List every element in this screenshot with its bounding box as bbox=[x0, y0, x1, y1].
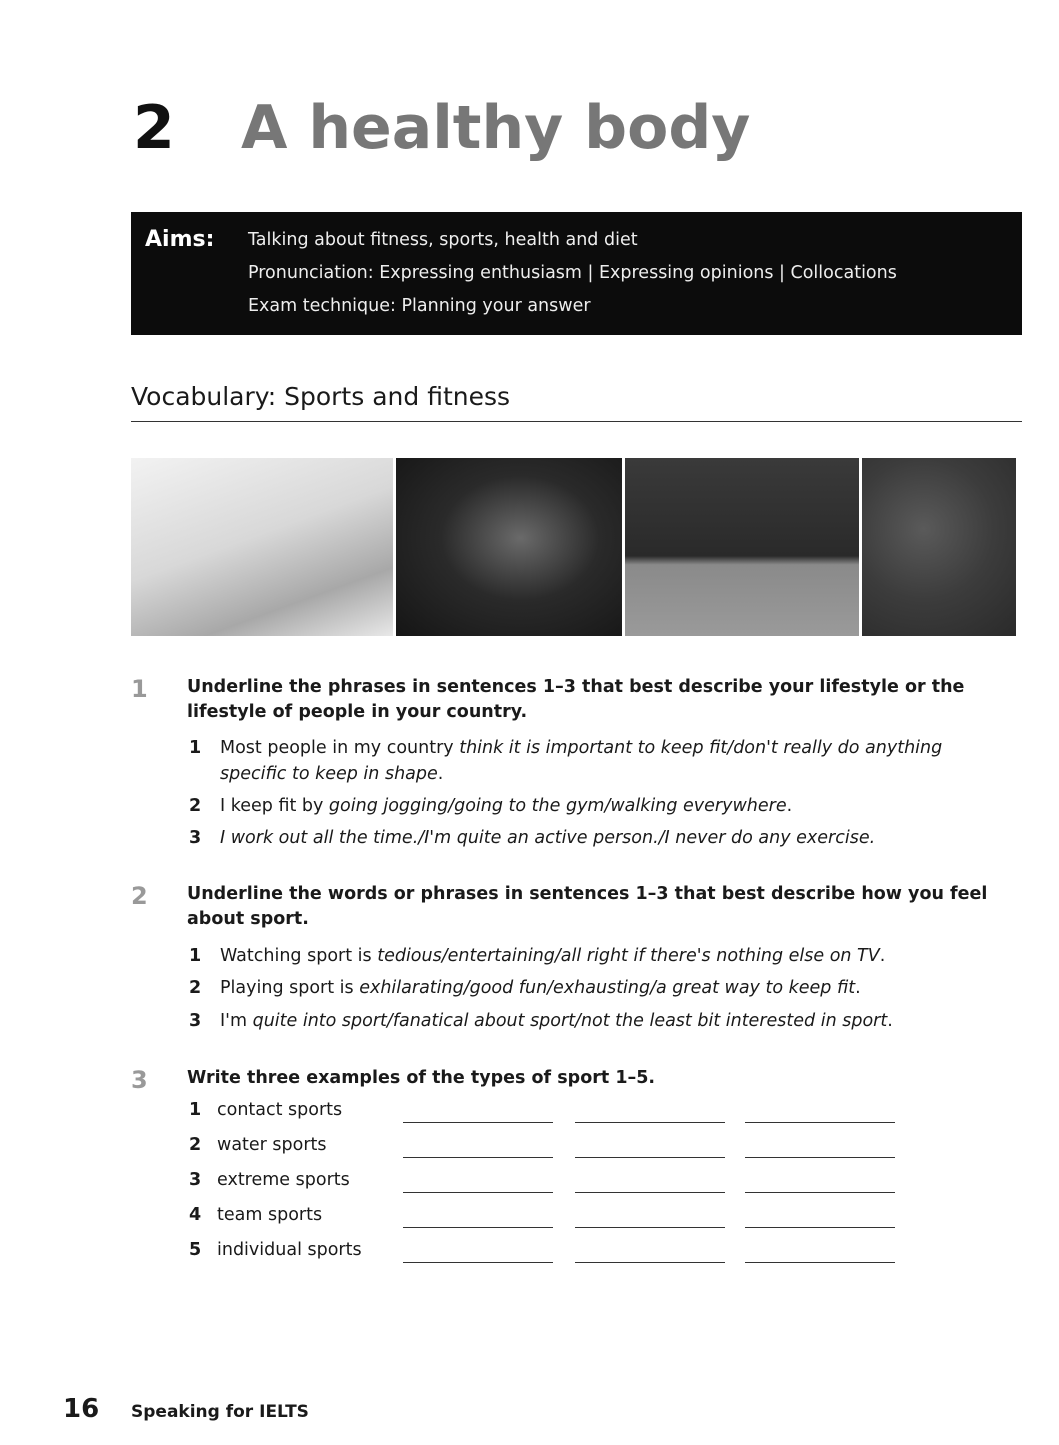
sport-type-label: team sports bbox=[217, 1205, 323, 1225]
climbing-photo bbox=[862, 458, 1016, 636]
answer-blank[interactable] bbox=[745, 1122, 895, 1123]
sentence-text[interactable]: Watching sport is tedious/entertaining/all right if there's nothing else on TV. bbox=[220, 946, 886, 966]
answer-blank[interactable] bbox=[575, 1227, 725, 1228]
chapter-number: 2 bbox=[133, 93, 175, 163]
stretching-photo bbox=[131, 458, 393, 636]
sentence-text[interactable]: I keep fit by going jogging/going to the gym/walking everywhere. bbox=[220, 796, 793, 816]
answer-blank[interactable] bbox=[745, 1227, 895, 1228]
answer-blank[interactable] bbox=[745, 1192, 895, 1193]
chapter-title: A healthy body bbox=[241, 93, 751, 163]
item-number: 2 bbox=[189, 1135, 202, 1155]
answer-blank[interactable] bbox=[575, 1122, 725, 1123]
section-divider bbox=[131, 421, 1022, 422]
section-heading: Vocabulary: Sports and fitness bbox=[131, 382, 511, 411]
exercise-question: Write three examples of the types of sport 1–5. bbox=[187, 1068, 656, 1088]
exercise-number: 2 bbox=[131, 882, 148, 910]
answer-blank[interactable] bbox=[745, 1157, 895, 1158]
item-number: 1 bbox=[189, 946, 202, 966]
answer-blank[interactable] bbox=[403, 1227, 553, 1228]
item-number: 4 bbox=[189, 1205, 202, 1225]
sentence-text[interactable]: Most people in my country think it is important to keep fit/don't really do anything specific to keep in shape. bbox=[220, 738, 943, 784]
exercise-number: 3 bbox=[131, 1066, 148, 1094]
answer-blank[interactable] bbox=[575, 1192, 725, 1193]
aims-label: Aims: bbox=[145, 227, 215, 252]
chapter-heading bbox=[133, 93, 751, 163]
aims-line: Talking about fitness, sports, health and diet bbox=[248, 230, 638, 250]
sport-type-label: water sports bbox=[217, 1135, 327, 1155]
book-title: Speaking for IELTS bbox=[131, 1402, 309, 1422]
answer-blank[interactable] bbox=[403, 1157, 553, 1158]
answer-blank[interactable] bbox=[403, 1122, 553, 1123]
sport-type-label: extreme sports bbox=[217, 1170, 350, 1190]
exercise-number: 1 bbox=[131, 675, 148, 703]
item-number: 3 bbox=[189, 828, 202, 848]
sentence-text[interactable]: Playing sport is exhilarating/good fun/exhausting/a great way to keep fit. bbox=[220, 978, 861, 998]
item-number: 3 bbox=[189, 1170, 202, 1190]
aims-box bbox=[131, 212, 1022, 335]
page-number: 16 bbox=[63, 1394, 100, 1424]
sentence-text[interactable]: I work out all the time./I'm quite an active person./I never do any exercise. bbox=[220, 828, 876, 848]
answer-blank[interactable] bbox=[575, 1157, 725, 1158]
football-photo bbox=[625, 458, 859, 636]
item-number: 2 bbox=[189, 796, 202, 816]
item-number: 2 bbox=[189, 978, 202, 998]
exercise-question: Underline the words or phrases in sentences 1–3 that best describe how you feel about sport. bbox=[187, 884, 988, 929]
sentence-text[interactable]: I'm quite into sport/fanatical about sport/not the least bit interested in sport. bbox=[220, 1011, 893, 1031]
exercise-question: Underline the phrases in sentences 1–3 that best describe your lifestyle or the lifestyle of people in your country. bbox=[187, 677, 965, 722]
sport-type-label: individual sports bbox=[217, 1240, 362, 1260]
aims-line: Pronunciation: Expressing enthusiasm | Expressing opinions | Collocations bbox=[248, 263, 897, 283]
answer-blank[interactable] bbox=[403, 1262, 553, 1263]
item-number: 1 bbox=[189, 738, 202, 758]
jogging-photo bbox=[396, 458, 622, 636]
sport-type-label: contact sports bbox=[217, 1100, 343, 1120]
answer-blank[interactable] bbox=[575, 1262, 725, 1263]
item-number: 5 bbox=[189, 1240, 202, 1260]
item-number: 1 bbox=[189, 1100, 202, 1120]
answer-blank[interactable] bbox=[745, 1262, 895, 1263]
item-number: 3 bbox=[189, 1011, 202, 1031]
aims-line: Exam technique: Planning your answer bbox=[248, 296, 591, 316]
answer-blank[interactable] bbox=[403, 1192, 553, 1193]
